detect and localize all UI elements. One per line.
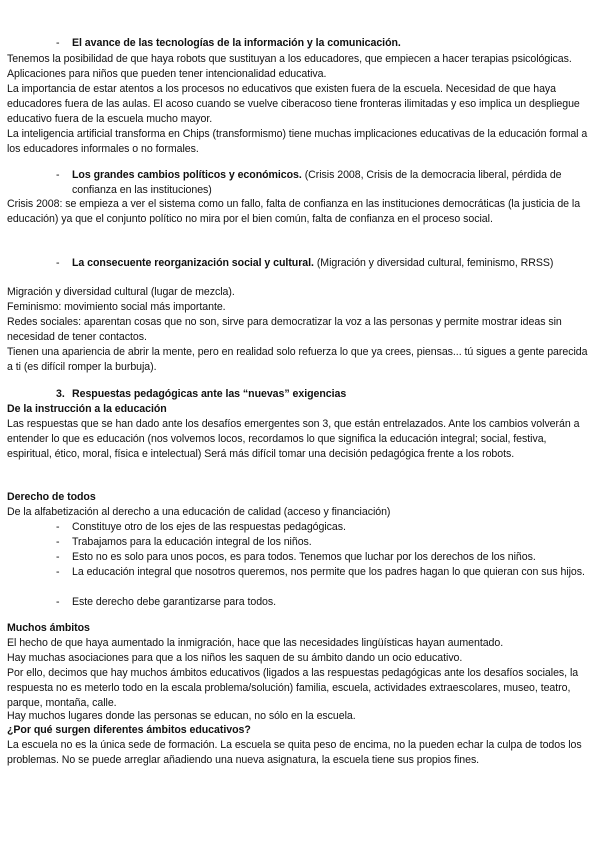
bullet-dash: - <box>56 257 60 269</box>
politics-heading-title: Los grandes cambios políticos y económicos. <box>72 169 302 181</box>
social-paragraph-3: Redes sociales: aparentan cosas que no son, sirve para democratizar la voz a las personas y permite mostrar ideas sin necesidad de tener contactos. <box>7 316 562 344</box>
tech-heading: El avance de las tecnologías de la información y la comunicación. <box>72 37 401 49</box>
politics-heading <box>72 168 582 198</box>
list-bullet: - <box>56 521 60 533</box>
tech-paragraph-2: La importancia de estar atentos a los procesos no educativos que existen fuera de la escuela. Necesidad de que haya educadores fuera de las aulas. El acoso cuando se vuelve ciberacoso tiene fronteras ilimitadas y eso implica un despliegue educativo fuera de la escuela mucho mayor. <box>7 83 580 126</box>
social-heading-title: La consecuente reorganización social y cultural. <box>72 257 314 269</box>
bullet-dash: - <box>56 169 60 181</box>
list-item: Trabajamos para la educación integral de los niños. <box>72 536 312 548</box>
social-paragraph-1: Migración y diversidad cultural (lugar de mezcla). <box>7 286 235 298</box>
social-paragraph-2: Feminismo: movimiento social más importante. <box>7 301 226 313</box>
ambitos-paragraph-2: Hay muchas asociaciones para que a los niños les saquen de su ámbito dando un ocio educativo. <box>7 652 463 664</box>
list-bullet: - <box>56 596 60 608</box>
section-title: Respuestas pedagógicas ante las “nuevas” exigencias <box>72 388 347 400</box>
list-bullet: - <box>56 551 60 563</box>
list-item: La educación integral que nosotros queremos, nos permite que los padres hagan lo que quieran con sus hijos. <box>72 566 585 578</box>
bullet-dash: - <box>56 37 60 49</box>
section3-paragraph: Las respuestas que se han dado ante los desafíos emergentes son 3, que están entrelazados. Ante los cambios volverán a entender lo que es educación (nos volvemos locos, recordamos lo que significa la educación integral; social, festiva, espiritual, ético, moral, física e intelectual) Será más difícil tomar una decisión pedagógica frente a los robots. <box>7 418 580 461</box>
politics-paragraph-1: Crisis 2008: se empieza a ver el sistema como un fallo, falta de confianza en las instituciones democráticas (la justicia de la educación) ya que el conjunto político no mira por el bien común, falta de confianza en el proceso social. <box>7 198 581 226</box>
list-item: Este derecho debe garantizarse para todos. <box>72 596 277 608</box>
ambitos-question: ¿Por qué surgen diferentes ámbitos educativos? <box>7 724 251 736</box>
derecho-intro: De la alfabetización al derecho a una educación de calidad (acceso y financiación) <box>7 506 391 518</box>
list-bullet: - <box>56 566 60 578</box>
social-heading-note: (Migración y diversidad cultural, feminismo, RRSS) <box>313 257 554 269</box>
section-number: 3. <box>56 388 65 400</box>
tech-paragraph-3: La inteligencia artificial transforma en Chips (transformismo) tiene muchas implicaciones educativas de la educación formal a los educadores informales o no formales. <box>7 128 588 156</box>
section-subheading: De la instrucción a la educación <box>7 403 167 415</box>
tech-paragraph-1: Tenemos la posibilidad de que haya robots que sustituyan a los educadores, que empiecen a hacer terapias psicológicas. Aplicaciones para niños que pueden tener intencionalidad educativa. <box>7 53 572 81</box>
politics-heading-note: (Crisis 2008, Crisis de la democracia liberal, pérdida de confianza en las instituciones) <box>72 169 562 197</box>
list-item: Esto no es solo para unos pocos, es para todos. Tenemos que luchar por los derechos de los niños. <box>72 551 536 563</box>
ambitos-paragraph-1: El hecho de que haya aumentado la inmigración, hace que las necesidades lingüísticas hayan aumentado. <box>7 637 504 649</box>
list-bullet: - <box>56 536 60 548</box>
derecho-heading: Derecho de todos <box>7 491 96 503</box>
ambitos-closing: La escuela no es la única sede de formación. La escuela se quita peso de encima, no la pueden echar la culpa de todos los problemas. No se puede arreglar añadiendo una nueva asignatura, la escuela tiene sus propios fines. <box>7 739 582 767</box>
social-heading <box>72 256 582 271</box>
ambitos-paragraph-4: Hay muchos lugares donde las personas se educan, no sólo en la escuela. <box>7 710 356 722</box>
social-paragraph-4: Tienen una apariencia de abrir la mente, pero en realidad solo refuerza lo que ya crees, piensas... tú sigues a gente parecida a ti (es difícil romper la burbuja). <box>7 346 588 374</box>
list-item: Constituye otro de los ejes de las respuestas pedagógicas. <box>72 521 346 533</box>
ambitos-heading: Muchos ámbitos <box>7 622 90 634</box>
ambitos-paragraph-3: Por ello, decimos que hay muchos ámbitos educativos (ligados a las respuestas pedagógicas ante los desafíos sociales, la respuesta no es meterlo todo en la escala problema/solución) familia, escuela, actividades extraescolares, museo, teatro, parque, montaña, calle. <box>7 667 579 710</box>
